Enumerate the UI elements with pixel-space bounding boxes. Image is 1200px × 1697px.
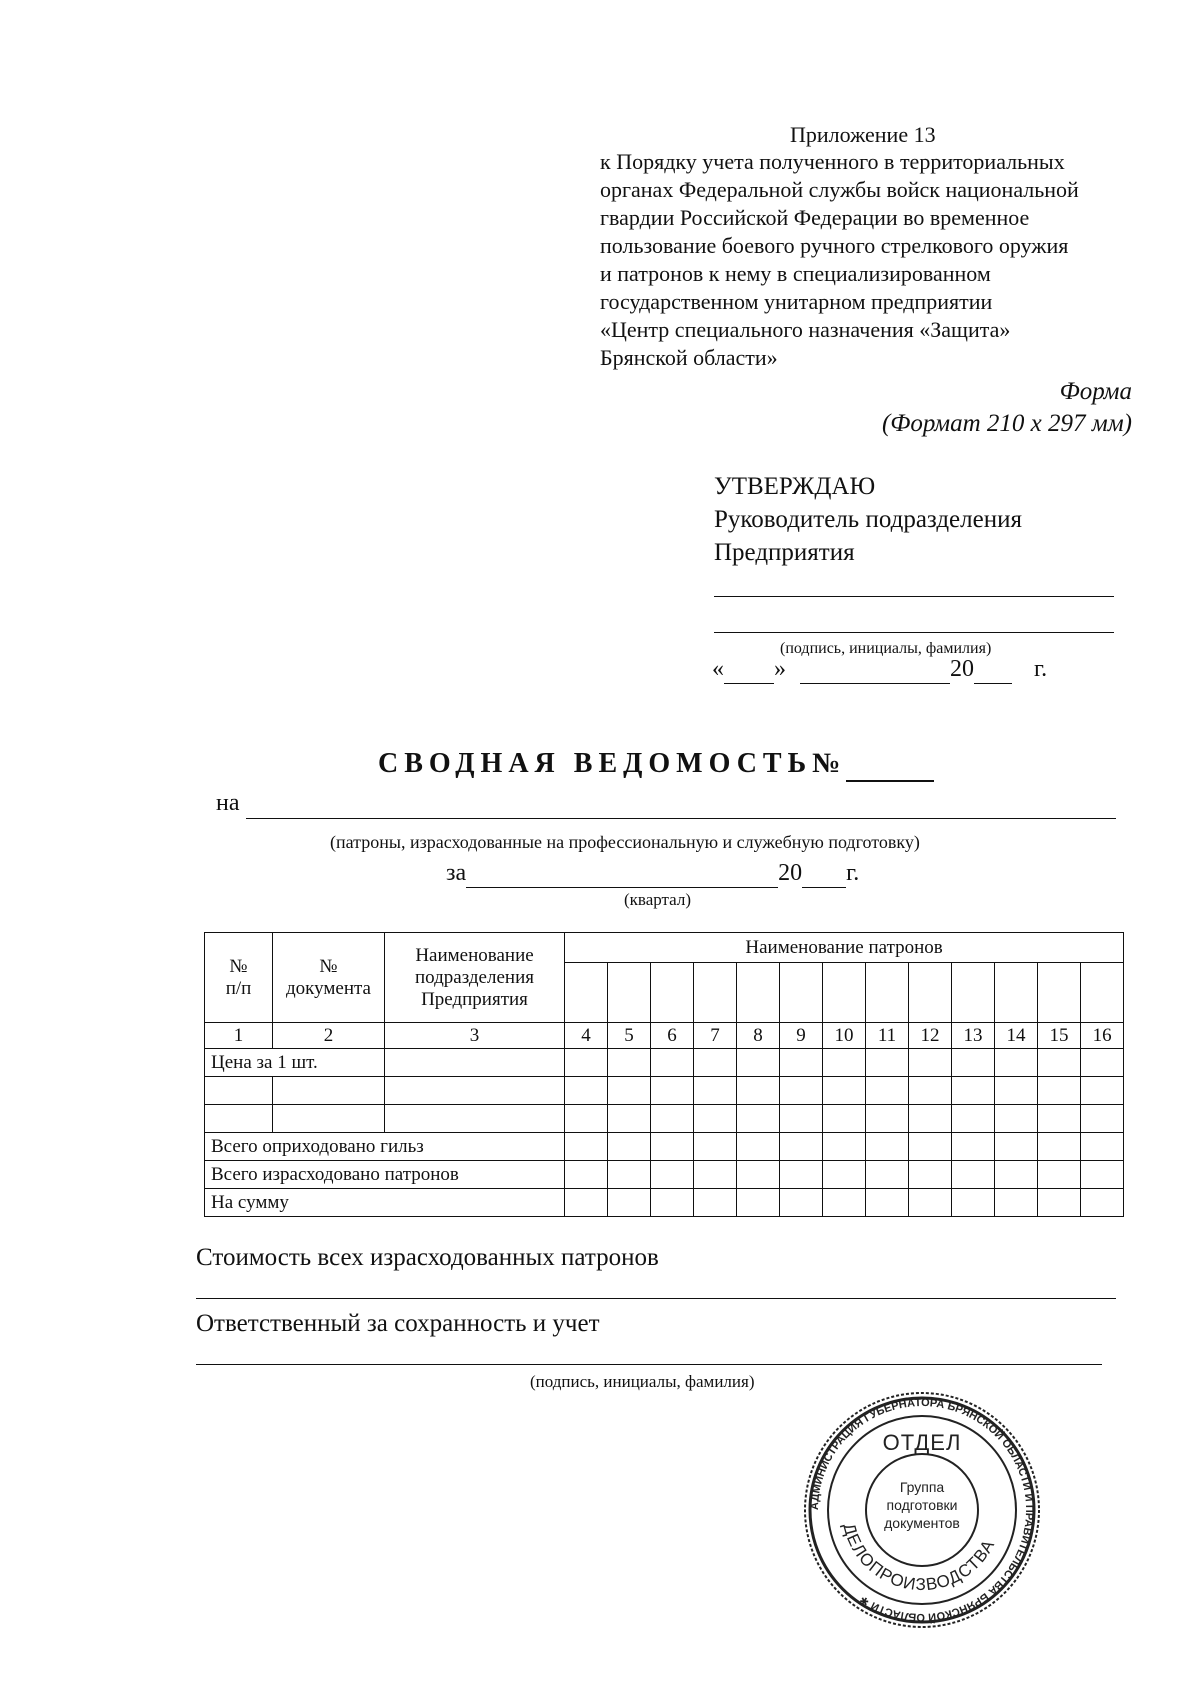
table-cell[interactable] [866,1105,909,1133]
cost-line[interactable] [196,1298,1116,1299]
date-close-quote: » [774,656,786,682]
table-cell[interactable] [694,1105,737,1133]
table-cell[interactable] [608,1049,651,1077]
table-cell[interactable] [909,1161,952,1189]
table-cell[interactable] [565,1189,608,1217]
approval-signature-line-2 [714,632,1114,633]
table-cell[interactable] [823,1133,866,1161]
table-cell[interactable] [565,1077,608,1105]
table-cell[interactable] [205,1077,273,1105]
table-cell[interactable] [565,1049,608,1077]
document-title-text: СВОДНАЯ ВЕДОМОСТЬ№ [378,748,847,779]
table-cell[interactable] [1081,1133,1124,1161]
table-cell[interactable] [694,1049,737,1077]
column-number: 8 [737,1023,780,1049]
table-cell[interactable] [1038,1049,1081,1077]
period-year-blank [802,860,846,888]
za-label: за [446,860,467,886]
table-row-price [205,1049,1124,1077]
cartridge-name-cell[interactable] [780,963,823,1023]
column-number: 2 [273,1023,385,1049]
date-suffix: г. [1034,656,1048,682]
na-label: на [216,790,240,816]
approval-block: УТВЕРЖДАЮ Руководитель подразделения Предприятия [714,473,1022,566]
table-cell[interactable] [608,1077,651,1105]
table-cell[interactable] [866,1189,909,1217]
na-caption: (патроны, израсходованные на профессиональную и служебную подготовку) [330,832,920,852]
quarter-blank [466,860,778,888]
table-cell[interactable] [273,1105,385,1133]
table-cell[interactable] [385,1049,565,1077]
table-cell[interactable] [565,1105,608,1133]
table-cell[interactable] [694,1161,737,1189]
table-row-sum [205,1189,1124,1217]
column-number: 4 [565,1023,608,1049]
stamp-group-text: Группа подготовки документов [884,1479,960,1531]
table-cell[interactable] [866,1077,909,1105]
table-cell[interactable] [952,1189,995,1217]
row-label-spent: Всего израсходовано патронов [205,1161,565,1189]
date-day-blank [724,656,774,684]
table-number-row [205,1023,1124,1049]
table-cell[interactable] [995,1161,1038,1189]
table-cell[interactable] [694,1133,737,1161]
table-cell[interactable] [909,1105,952,1133]
table-cell[interactable] [205,1105,273,1133]
column-number: 1 [205,1023,273,1049]
table-cell[interactable] [651,1105,694,1133]
table-cell[interactable] [565,1161,608,1189]
table-cell[interactable] [995,1105,1038,1133]
na-line [246,818,1116,819]
table-cell[interactable] [780,1161,823,1189]
table-cell[interactable] [995,1049,1038,1077]
cost-label: Стоимость всех израсходованных патронов [196,1244,659,1271]
cartridge-name-cell[interactable] [909,963,952,1023]
table-cell[interactable] [608,1105,651,1133]
date-month-blank [800,656,950,684]
column-number: 5 [608,1023,651,1049]
table-cell[interactable] [866,1133,909,1161]
cartridge-name-cell[interactable] [737,963,780,1023]
cartridge-name-cell[interactable] [823,963,866,1023]
table-cell[interactable] [909,1189,952,1217]
table-cell[interactable] [385,1105,565,1133]
table-cell[interactable] [1038,1133,1081,1161]
period-year-prefix: 20 [778,860,803,886]
date-year-blank [974,656,1012,684]
cartridge-name-cell[interactable] [651,963,694,1023]
table-cell[interactable] [1081,1105,1124,1133]
table-cell[interactable] [995,1077,1038,1105]
table-cell[interactable] [1038,1189,1081,1217]
responsible-label: Ответственный за сохранность и учет [196,1310,600,1337]
table-row-spent [205,1161,1124,1189]
column-number: 13 [952,1023,995,1049]
table-cell[interactable] [694,1189,737,1217]
row-label-sum: На сумму [205,1189,565,1217]
table-cell[interactable] [273,1077,385,1105]
column-number: 7 [694,1023,737,1049]
column-number: 14 [995,1023,1038,1049]
table-cell[interactable] [823,1077,866,1105]
form-word: Форма [1059,378,1132,405]
table-cell[interactable] [823,1105,866,1133]
table-cell[interactable] [952,1161,995,1189]
document-title [378,748,934,782]
row-label-received: Всего оприходовано гильз [205,1133,565,1161]
table-cell[interactable] [1038,1105,1081,1133]
table-cell[interactable] [823,1049,866,1077]
table-cell[interactable] [780,1189,823,1217]
date-open-quote: « [712,656,724,682]
table-cell[interactable] [385,1077,565,1105]
header-cartridges: Наименование патронов [565,933,1124,963]
table-cell[interactable] [909,1049,952,1077]
header-pp: № п/п [205,933,273,1023]
row-label-price: Цена за 1 шт. [205,1049,385,1077]
table-cell[interactable] [737,1105,780,1133]
table-cell[interactable] [780,1077,823,1105]
stamp-department-text: ДЕЛОПРОИЗВОДСТВА [839,1521,999,1595]
form-label [882,376,1132,440]
cartridge-name-cell[interactable] [866,963,909,1023]
approval-signature-caption: (подпись, инициалы, фамилия) [780,640,992,657]
header-document: № документа [273,933,385,1023]
table-header-row-1 [205,933,1124,963]
table-cell[interactable] [952,1105,995,1133]
table-cell[interactable] [823,1161,866,1189]
responsible-signature-caption: (подпись, инициалы, фамилия) [530,1372,755,1391]
stamp-otdel: ОТДЕЛ [882,1430,962,1455]
table-cell[interactable] [737,1133,780,1161]
table-cell[interactable] [780,1105,823,1133]
table-row-received [205,1133,1124,1161]
table-cell[interactable] [995,1133,1038,1161]
column-number: 12 [909,1023,952,1049]
table-cell[interactable] [1081,1189,1124,1217]
cartridge-name-cell[interactable] [694,963,737,1023]
cartridge-name-cell[interactable] [995,963,1038,1023]
responsible-line[interactable] [196,1364,1102,1365]
table-cell[interactable] [565,1133,608,1161]
table-cell[interactable] [737,1049,780,1077]
table-cell[interactable] [952,1133,995,1161]
table-cell[interactable] [737,1189,780,1217]
table-cell[interactable] [651,1161,694,1189]
table-cell[interactable] [608,1189,651,1217]
table-cell[interactable] [952,1077,995,1105]
official-stamp [802,1390,1042,1630]
table-cell[interactable] [952,1049,995,1077]
cartridge-name-cell[interactable] [1081,963,1124,1023]
approval-date [712,656,1047,684]
form-format: (Формат 210 х 297 мм) [881,410,1132,437]
period-year-suffix: г. [846,860,860,886]
table-cell[interactable] [737,1161,780,1189]
table-cell[interactable] [866,1049,909,1077]
table-cell[interactable] [823,1189,866,1217]
table-cell[interactable] [694,1077,737,1105]
table-cell[interactable] [651,1133,694,1161]
table-cell[interactable] [651,1189,694,1217]
column-number: 16 [1081,1023,1124,1049]
table-cell[interactable] [608,1133,651,1161]
column-number: 3 [385,1023,565,1049]
table-cell[interactable] [995,1189,1038,1217]
column-number: 15 [1038,1023,1081,1049]
header-unit: Наименование подразделения Предприятия [385,933,565,1023]
document-number-blank [846,748,934,782]
column-number: 10 [823,1023,866,1049]
period-line [446,860,859,888]
table-cell[interactable] [780,1133,823,1161]
column-number: 9 [780,1023,823,1049]
table-cell[interactable] [651,1049,694,1077]
table-cell[interactable] [1081,1077,1124,1105]
cartridge-name-cell[interactable] [608,963,651,1023]
table-cell[interactable] [1081,1161,1124,1189]
table-cell[interactable] [909,1077,952,1105]
table-cell[interactable] [1038,1077,1081,1105]
appendix-text: к Порядку учета полученного в территориальных органах Федеральной службы войск национальной гвардии Российской Федерации во временное пользование боевого ручного стрелкового оружия и патронов к нему в специализированном государственном унитарном предприятии «Центр специального назначения «Защита» Брянской области» [600,149,1079,370]
table-cell[interactable] [780,1049,823,1077]
table-cell[interactable] [866,1161,909,1189]
table-cell[interactable] [909,1133,952,1161]
cartridge-name-cell[interactable] [1038,963,1081,1023]
quarter-caption: (квартал) [624,890,692,909]
cartridge-name-cell[interactable] [952,963,995,1023]
appendix-title: Приложение 13 [790,122,936,147]
stamp-outer-text: АДМИНИСТРАЦИЯ ГУБЕРНАТОРА БРЯНСКОЙ ОБЛАСТИ И ПРАВИТЕЛЬСТВА БРЯНСКОЙ ОБЛАСТИ ✱ [808,1396,1036,1624]
table-cell[interactable] [1038,1161,1081,1189]
cartridge-name-cell[interactable] [565,963,608,1023]
table-row-blank [205,1077,1124,1105]
date-year-prefix: 20 [950,656,974,682]
ledger-table [204,932,1124,1217]
table-row-blank [205,1105,1124,1133]
table-cell[interactable] [1081,1049,1124,1077]
table-cell[interactable] [737,1077,780,1105]
approval-signature-line-1 [714,596,1114,597]
column-number: 6 [651,1023,694,1049]
column-number: 11 [866,1023,909,1049]
table-cell[interactable] [651,1077,694,1105]
table-cell[interactable] [608,1161,651,1189]
